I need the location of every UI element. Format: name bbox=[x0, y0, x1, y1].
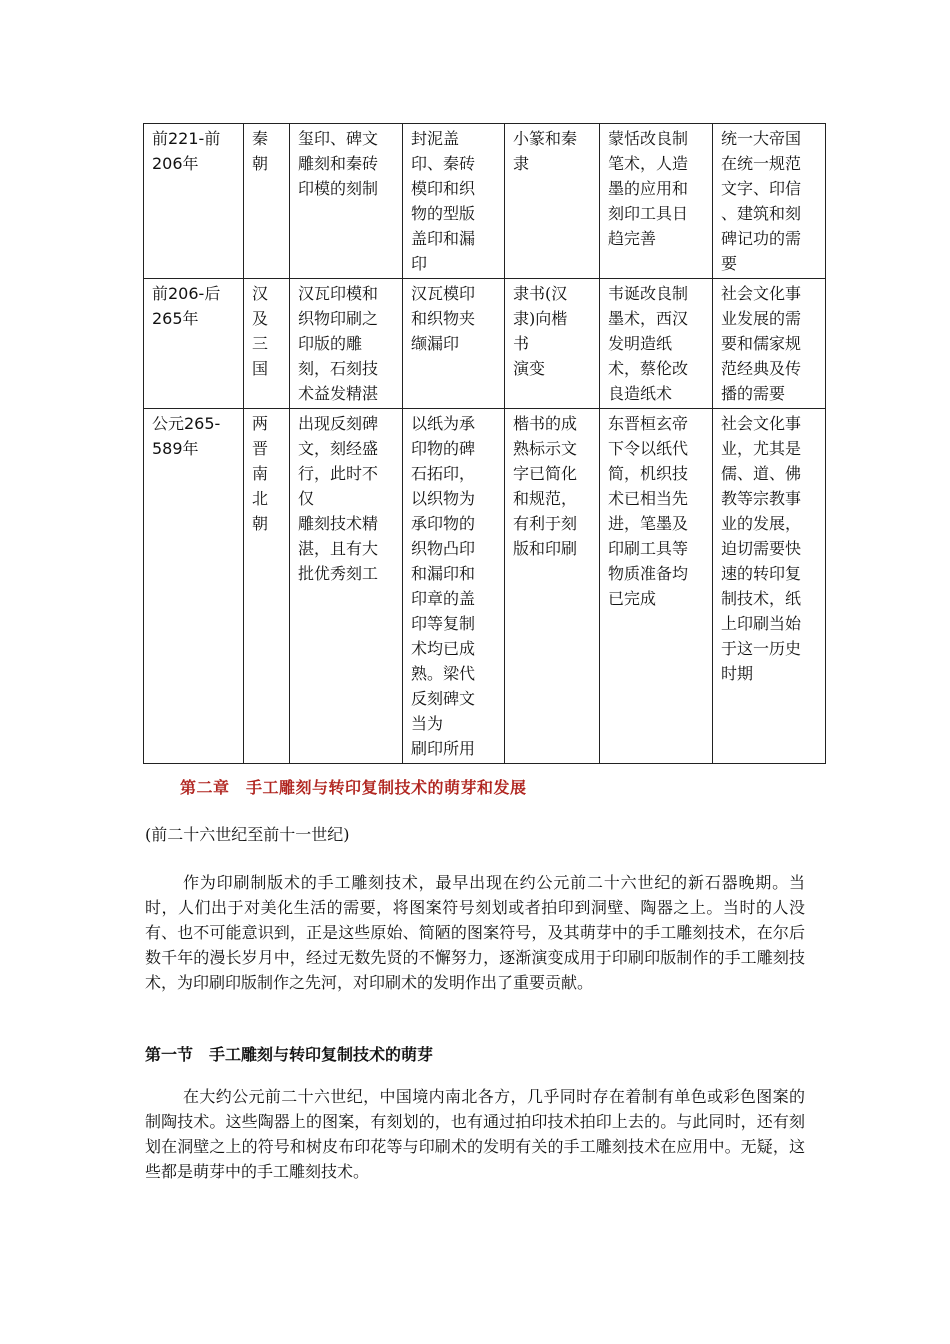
dynasty-cell: 两 晋 南 北 朝 bbox=[244, 409, 290, 764]
carving-cell: 汉瓦印模和 织物印刷之 印版的雕 刻，石刻技 术益发精湛 bbox=[290, 279, 403, 409]
needs-cell: 社会文化事 业，尤其是 儒、道、佛 教等宗教事 业的发展， 迫切需要快 速的转印复 制技术，纸 上印刷当始 于这一历史 时期 bbox=[713, 409, 826, 764]
history-table bbox=[143, 123, 826, 764]
transfer-cell: 汉瓦模印 和织物夹 缬漏印 bbox=[403, 279, 505, 409]
transfer-cell: 以纸为承 印物的碑 石拓印， 以织物为 承印物的 织物凸印 和漏印和 印章的盖 印等复制 术均已成 熟。梁代 反刻碑文 当为 刷印所用 bbox=[403, 409, 505, 764]
dynasty-cell: 汉 及 三 国 bbox=[244, 279, 290, 409]
carving-cell: 玺印、碑文 雕刻和秦砖 印模的刻制 bbox=[290, 124, 403, 279]
script-cell: 小篆和秦 隶 bbox=[505, 124, 600, 279]
script-cell: 楷书的成 熟标示文 字已简化 和规范， 有利于刻 版和印刷 bbox=[505, 409, 600, 764]
tools-cell: 东晋桓玄帝 下令以纸代 简，机织技 术已相当先 进，笔墨及 印刷工具等 物质准备均 已完成 bbox=[600, 409, 713, 764]
period-cell: 前221-前 206年 bbox=[144, 124, 244, 279]
needs-cell: 社会文化事 业发展的需 要和儒家规 范经典及传 播的需要 bbox=[713, 279, 826, 409]
table-row bbox=[144, 124, 826, 279]
dynasty-cell: 秦 朝 bbox=[244, 124, 290, 279]
chapter-intro-paragraph: 作为印刷制版术的手工雕刻技术，最早出现在约公元前二十六世纪的新石器晚期。当时，人们出于对美化生活的需要，将图案符号刻划或者拍印到洞壁、陶器之上。当时的人没有、也不可能意识到，正是这些原始、简陋的图案符号，及其萌芽中的手工雕刻技术，在尔后数千年的漫长岁月中，经过无数先贤的不懈努力，逐渐演变成用于印刷印版制作的手工雕刻技术，为印刷印版制作之先河，对印刷术的发明作出了重要贡献。 bbox=[145, 873, 805, 992]
tools-cell: 蒙恬改良制 笔术，人造 墨的应用和 刻印工具日 趋完善 bbox=[600, 124, 713, 279]
section-body-paragraph: 在大约公元前二十六世纪，中国境内南北各方，几乎同时存在着制有单色或彩色图案的制陶技术。这些陶器上的图案，有刻划的，也有通过拍印技术拍印上去的。与此同时，还有刻划在洞壁之上的符号和树皮布印花等与印刷术的发明有关的手工雕刻技术在应用中。无疑，这些都是萌芽中的手工雕刻技术。 bbox=[145, 1087, 805, 1181]
period-cell: 前206-后 265年 bbox=[144, 279, 244, 409]
carving-cell: 出现反刻碑 文，刻经盛 行，此时不 仅 雕刻技术精 湛，且有大 批优秀刻工 bbox=[290, 409, 403, 764]
period-cell: 公元265- 589年 bbox=[144, 409, 244, 764]
table-row bbox=[144, 409, 826, 764]
section-title: 第一节 手工雕刻与转印复制技术的萌芽 bbox=[145, 1045, 434, 1064]
table-row bbox=[144, 279, 826, 409]
chapter-title: 第二章 手工雕刻与转印复制技术的萌芽和发展 bbox=[180, 778, 527, 797]
transfer-cell: 封泥盖 印、秦砖 模印和织 物的型版 盖印和漏 印 bbox=[403, 124, 505, 279]
needs-cell: 统一大帝国 在统一规范 文字、印信 、建筑和刻 碑记功的需 要 bbox=[713, 124, 826, 279]
tools-cell: 韦诞改良制 墨术，西汉 发明造纸 术，蔡伦改 良造纸术 bbox=[600, 279, 713, 409]
chapter-date-range: (前二十六世纪至前十一世纪) bbox=[145, 825, 350, 844]
script-cell: 隶书(汉 隶)向楷 书 演变 bbox=[505, 279, 600, 409]
